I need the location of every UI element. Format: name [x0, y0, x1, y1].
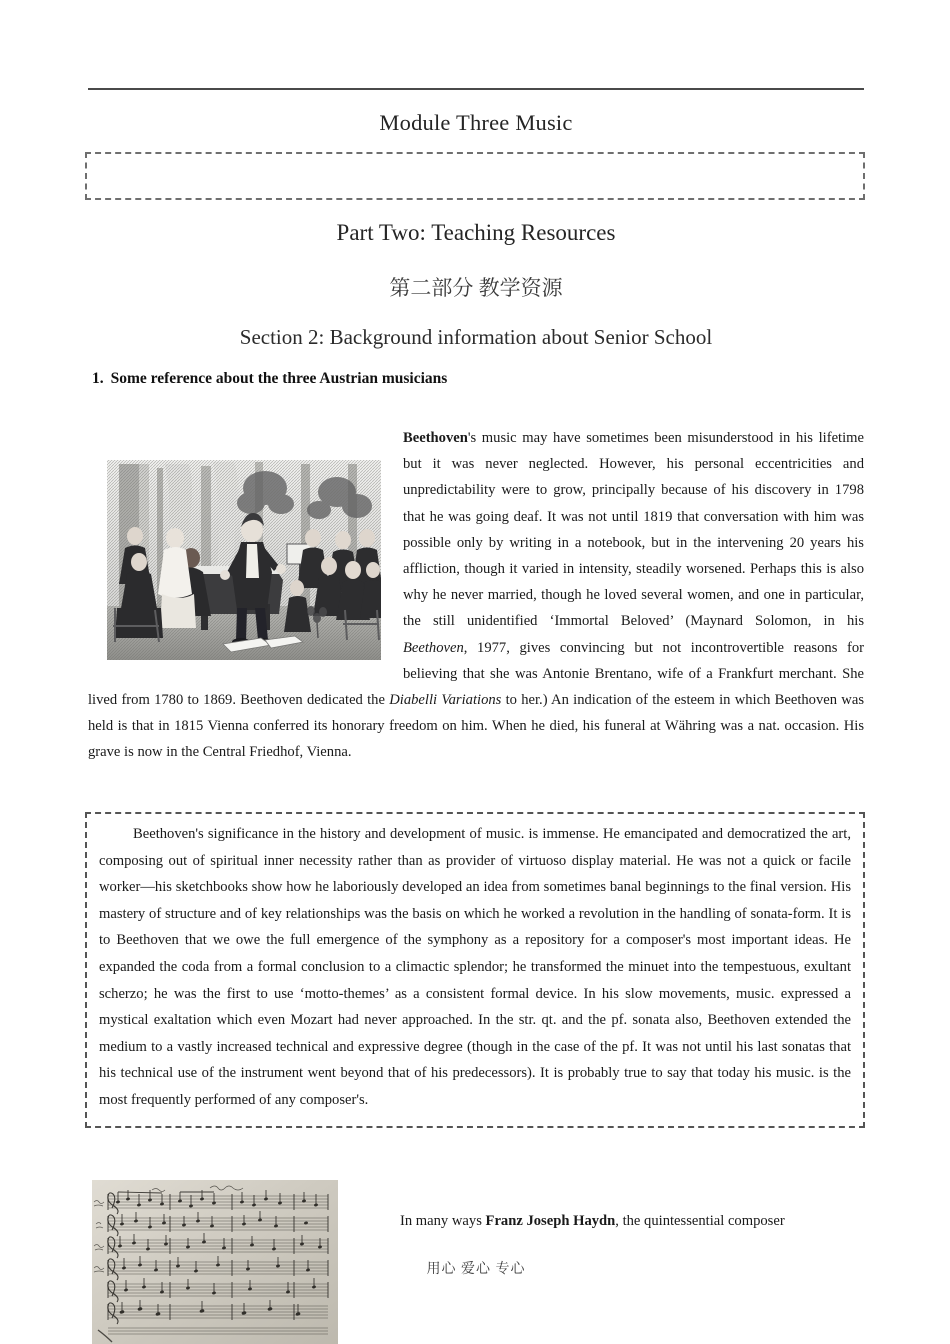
boxed-significance-paragraph	[85, 812, 865, 1128]
part-title-chinese: 第二部分 教学资源	[389, 276, 563, 300]
beethoven-text-part1: 's music may have sometimes been misunderstood in his lifetime but it was never neglected. However, his personal eccentricities and unpredictability were to grow, principally because of his discovery in 1798 that he was going deaf. It was not until 1819 that conversation with him was possible only by writing in a notebook, but in the intervening 20 years his affliction, though it varied in intensity, steadily worsened. Perhaps this is also why he never married, though he loved several women, and one in particular, the still unidentified ‘Immortal Beloved’ (Maynard Solomon, in his	[403, 430, 864, 630]
beethoven-italic-title-2: Diabelli Variations	[389, 692, 502, 709]
beethoven-text-part3: to her.) An indication of the esteem in which Beethoven was held is that in 1815 Vienna conferred its honorary freedom on him. When he died, his funeral at Währing was a nat. occasion. His grave is now in the Central Friedhof, Vienna.	[88, 692, 865, 761]
empty-dashed-box	[85, 152, 865, 200]
page-footer: 用心 爱心 专心	[426, 1262, 526, 1277]
boxed-paragraph-text: Beethoven's significance in the history and development of music. is immense. He emancipated and democratized the art, composing out of spiritual inner necessity rather than as provider of virtuoso display material. He was not a quick or facile worker—his sketchbooks show how he laboriously developed an idea from sometimes banal beginnings to the final version. His mastery of structure and of key relationships was the basis on which he worked a revolution in the handling of sonata-form. It is to Beethoven that we owe the full emergence of the symphony as a repository for a composer's most important ideas. He expanded the coda from a formal conclusion to a climactic splendor; he transformed the minuet into the tempestuous, exultant scherzo; he was the first to use ‘motto-themes’ as a consistent formal device. In his slow movements, music. expressed a mystical exaltation which even Mozart had never approached. In the str. qt. and the pf. sonata also, Beethoven extended the medium to a vastly increased technical and expressive degree (though in the case of the pf. It was not until his last sonatas that his technical use of the instrument went beyond that of his predecessors). It is probably true to say that today his music. is the most frequently performed of any composer's.	[99, 826, 851, 1108]
beethoven-lead-bold: Beethoven	[403, 430, 468, 446]
module-title: Module Three Music	[379, 110, 573, 135]
list-item-number: 1.	[92, 370, 104, 387]
haydn-text-part2: , the quintessential composer	[615, 1213, 785, 1229]
part-title: Part Two: Teaching Resources	[336, 220, 616, 245]
header-rule	[88, 88, 864, 90]
haydn-paragraph	[400, 1208, 864, 1234]
beethoven-text-part2: , 1977, gives convincing but not incontrovertible reasons for believing that she was Antonie Brentano, wife of a Frankfurt merchant. She lived from 1780 to 1869. Beethoven dedicated the	[88, 639, 864, 709]
list-item-heading	[92, 370, 868, 388]
beethoven-performing-engraving	[105, 458, 383, 662]
beethoven-italic-title-1: Beethoven	[403, 639, 464, 656]
haydn-name-bold: Franz Joseph Haydn	[485, 1213, 616, 1229]
haydn-paragraph-block	[400, 1208, 864, 1234]
beethoven-body-block	[88, 425, 864, 766]
section-title: Section 2: Background information about Senior School	[239, 325, 713, 349]
list-item-title: Some reference about the three Austrian musicians	[110, 370, 448, 387]
haydn-text-part1: In many ways	[400, 1213, 486, 1229]
